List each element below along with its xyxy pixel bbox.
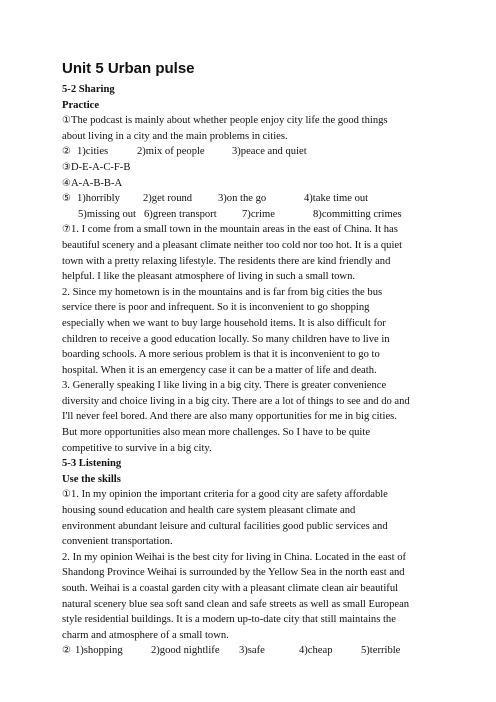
listening-answer-1-line: ①1. In my opinion the important criteria for a good city are safety affordable: [62, 489, 388, 501]
listening-answer-1-line: style residential buildings. It is a modern up-to-date city that still maintains the: [62, 614, 396, 626]
listening-answer-1-line: south. Weihai is a coastal garden city with a pleasant climate clean air beautiful: [62, 583, 399, 594]
answer-7-line: competitive to survive in a big city.: [62, 442, 212, 454]
question-number-4: ④: [62, 177, 71, 189]
listening-answer-2: [62, 643, 462, 659]
answer-7-line: 2. Since my hometown is in the mountains and is far from big cities the bus: [62, 286, 383, 298]
answer-7-line: diversity and choice living in a big city. There are a lot of things to see and do and: [62, 395, 410, 407]
answer-5-item: 3)on the go: [217, 193, 267, 205]
listening-answer-2-item: 2)good nightlife: [150, 645, 220, 657]
answer-4: ④A-A-B-B-A: [62, 177, 123, 189]
answer-1-line-2: about living in a city and the main problems in cities.: [62, 130, 288, 142]
answer-5-item: 1)horribly: [76, 193, 120, 205]
question-number-2: ②: [62, 645, 71, 657]
answer-7-line: children to receive a good education locally. So many children have to live in: [62, 333, 390, 345]
listening-answer-1-line: 2. In my opinion Weihai is the best city for living in China. Located in the east of: [62, 551, 407, 563]
answer-5-item: 8)committing crimes: [313, 208, 402, 220]
answer-7-line: I'll never feel bored. And there are also many opportunities for me in big cities.: [62, 411, 397, 423]
listening-answer-2-item: 4)cheap: [298, 645, 333, 657]
listening-answer-1-line: environment abundant leisure and cultural facilities good public services and: [62, 520, 388, 532]
listening-answer-2-item: 1)shopping: [74, 645, 123, 657]
question-number-3: ③: [62, 161, 71, 173]
answer-7-line: boarding schools. A more serious problem is that it is inconvenient to go to: [62, 349, 380, 361]
listening-answer-1-line: natural scenery blue sea soft sand clean and safe streets as well as small European: [62, 598, 410, 610]
listening-answer-1-line: housing sound education and health care system pleasant climate and: [62, 505, 356, 517]
page-title: Unit 5 Urban pulse: [62, 60, 195, 77]
document-body: [62, 58, 462, 659]
listening-answer-1-line: convenient transportation.: [62, 536, 173, 548]
answer-5-item: 7)crime: [242, 208, 275, 220]
answer-2-item: 1)cities: [76, 146, 109, 158]
answer-5-item: 5)missing out: [78, 208, 136, 220]
question-number-2: ②: [62, 146, 71, 158]
answer-5-item: 6)green transport: [144, 208, 217, 220]
answer-5-row-2: [62, 207, 462, 223]
answer-7-line: helpful. I like the pleasant atmosphere of living in such a small town.: [62, 271, 356, 283]
listening-answer-2-item: 5)terrible: [360, 645, 401, 657]
answer-7-line: 3. Generally speaking I like living in a big city. There is greater convenience: [62, 380, 387, 392]
answer-5-item: 4)take time out: [303, 193, 369, 205]
listening-answer-1-line: Shandong Province Weihai is surrounded by the Yellow Sea in the north east and: [62, 567, 405, 579]
answer-5-row-1: [62, 191, 462, 207]
question-number-1: ①: [62, 115, 71, 127]
answer-2: [62, 144, 462, 160]
answer-7-line: beautiful scenery and a pleasant climate neither too cold nor too hot. It is a quiet: [62, 239, 403, 251]
answer-2-item: 2)mix of people: [136, 146, 205, 158]
question-number-1: ①: [62, 489, 71, 501]
answer-7-line: town with a pretty relaxing lifestyle. The residents there are kind friendly and: [62, 255, 391, 267]
subheading-use-the-skills: Use the skills: [62, 473, 121, 485]
question-number-7: ⑦: [62, 224, 71, 236]
section-heading-listening: 5-3 Listening: [62, 458, 122, 470]
answer-7-line: especially when we want to buy large household items. It is also difficult for: [62, 317, 386, 329]
answer-2-item: 3)peace and quiet: [231, 146, 307, 158]
answer-7-line: service there is poor and infrequent. So it is inconvenient to go shopping: [62, 302, 370, 314]
section-heading-sharing: 5-2 Sharing: [62, 84, 115, 95]
listening-answer-2-item: 3)safe: [238, 645, 265, 657]
answer-7-line: ⑦1. I come from a small town in the mountain areas in the east of China. It has: [62, 224, 398, 236]
answer-1-line-1: ①The podcast is mainly about whether people enjoy city life the good things: [62, 115, 388, 127]
listening-answer-1-line: charm and atmosphere of a small town.: [62, 629, 229, 641]
answer-7-line: But more opportunities also mean more challenges. So I have to be quite: [62, 427, 371, 439]
answer-3: ③D-E-A-C-F-B: [62, 161, 131, 173]
subheading-practice: Practice: [62, 99, 100, 111]
answer-7-line: hospital. When it is an emergency case it can be a matter of life and death.: [62, 364, 377, 376]
answer-5-item: 2)get round: [142, 193, 193, 205]
question-number-5: ⑤: [62, 193, 71, 205]
